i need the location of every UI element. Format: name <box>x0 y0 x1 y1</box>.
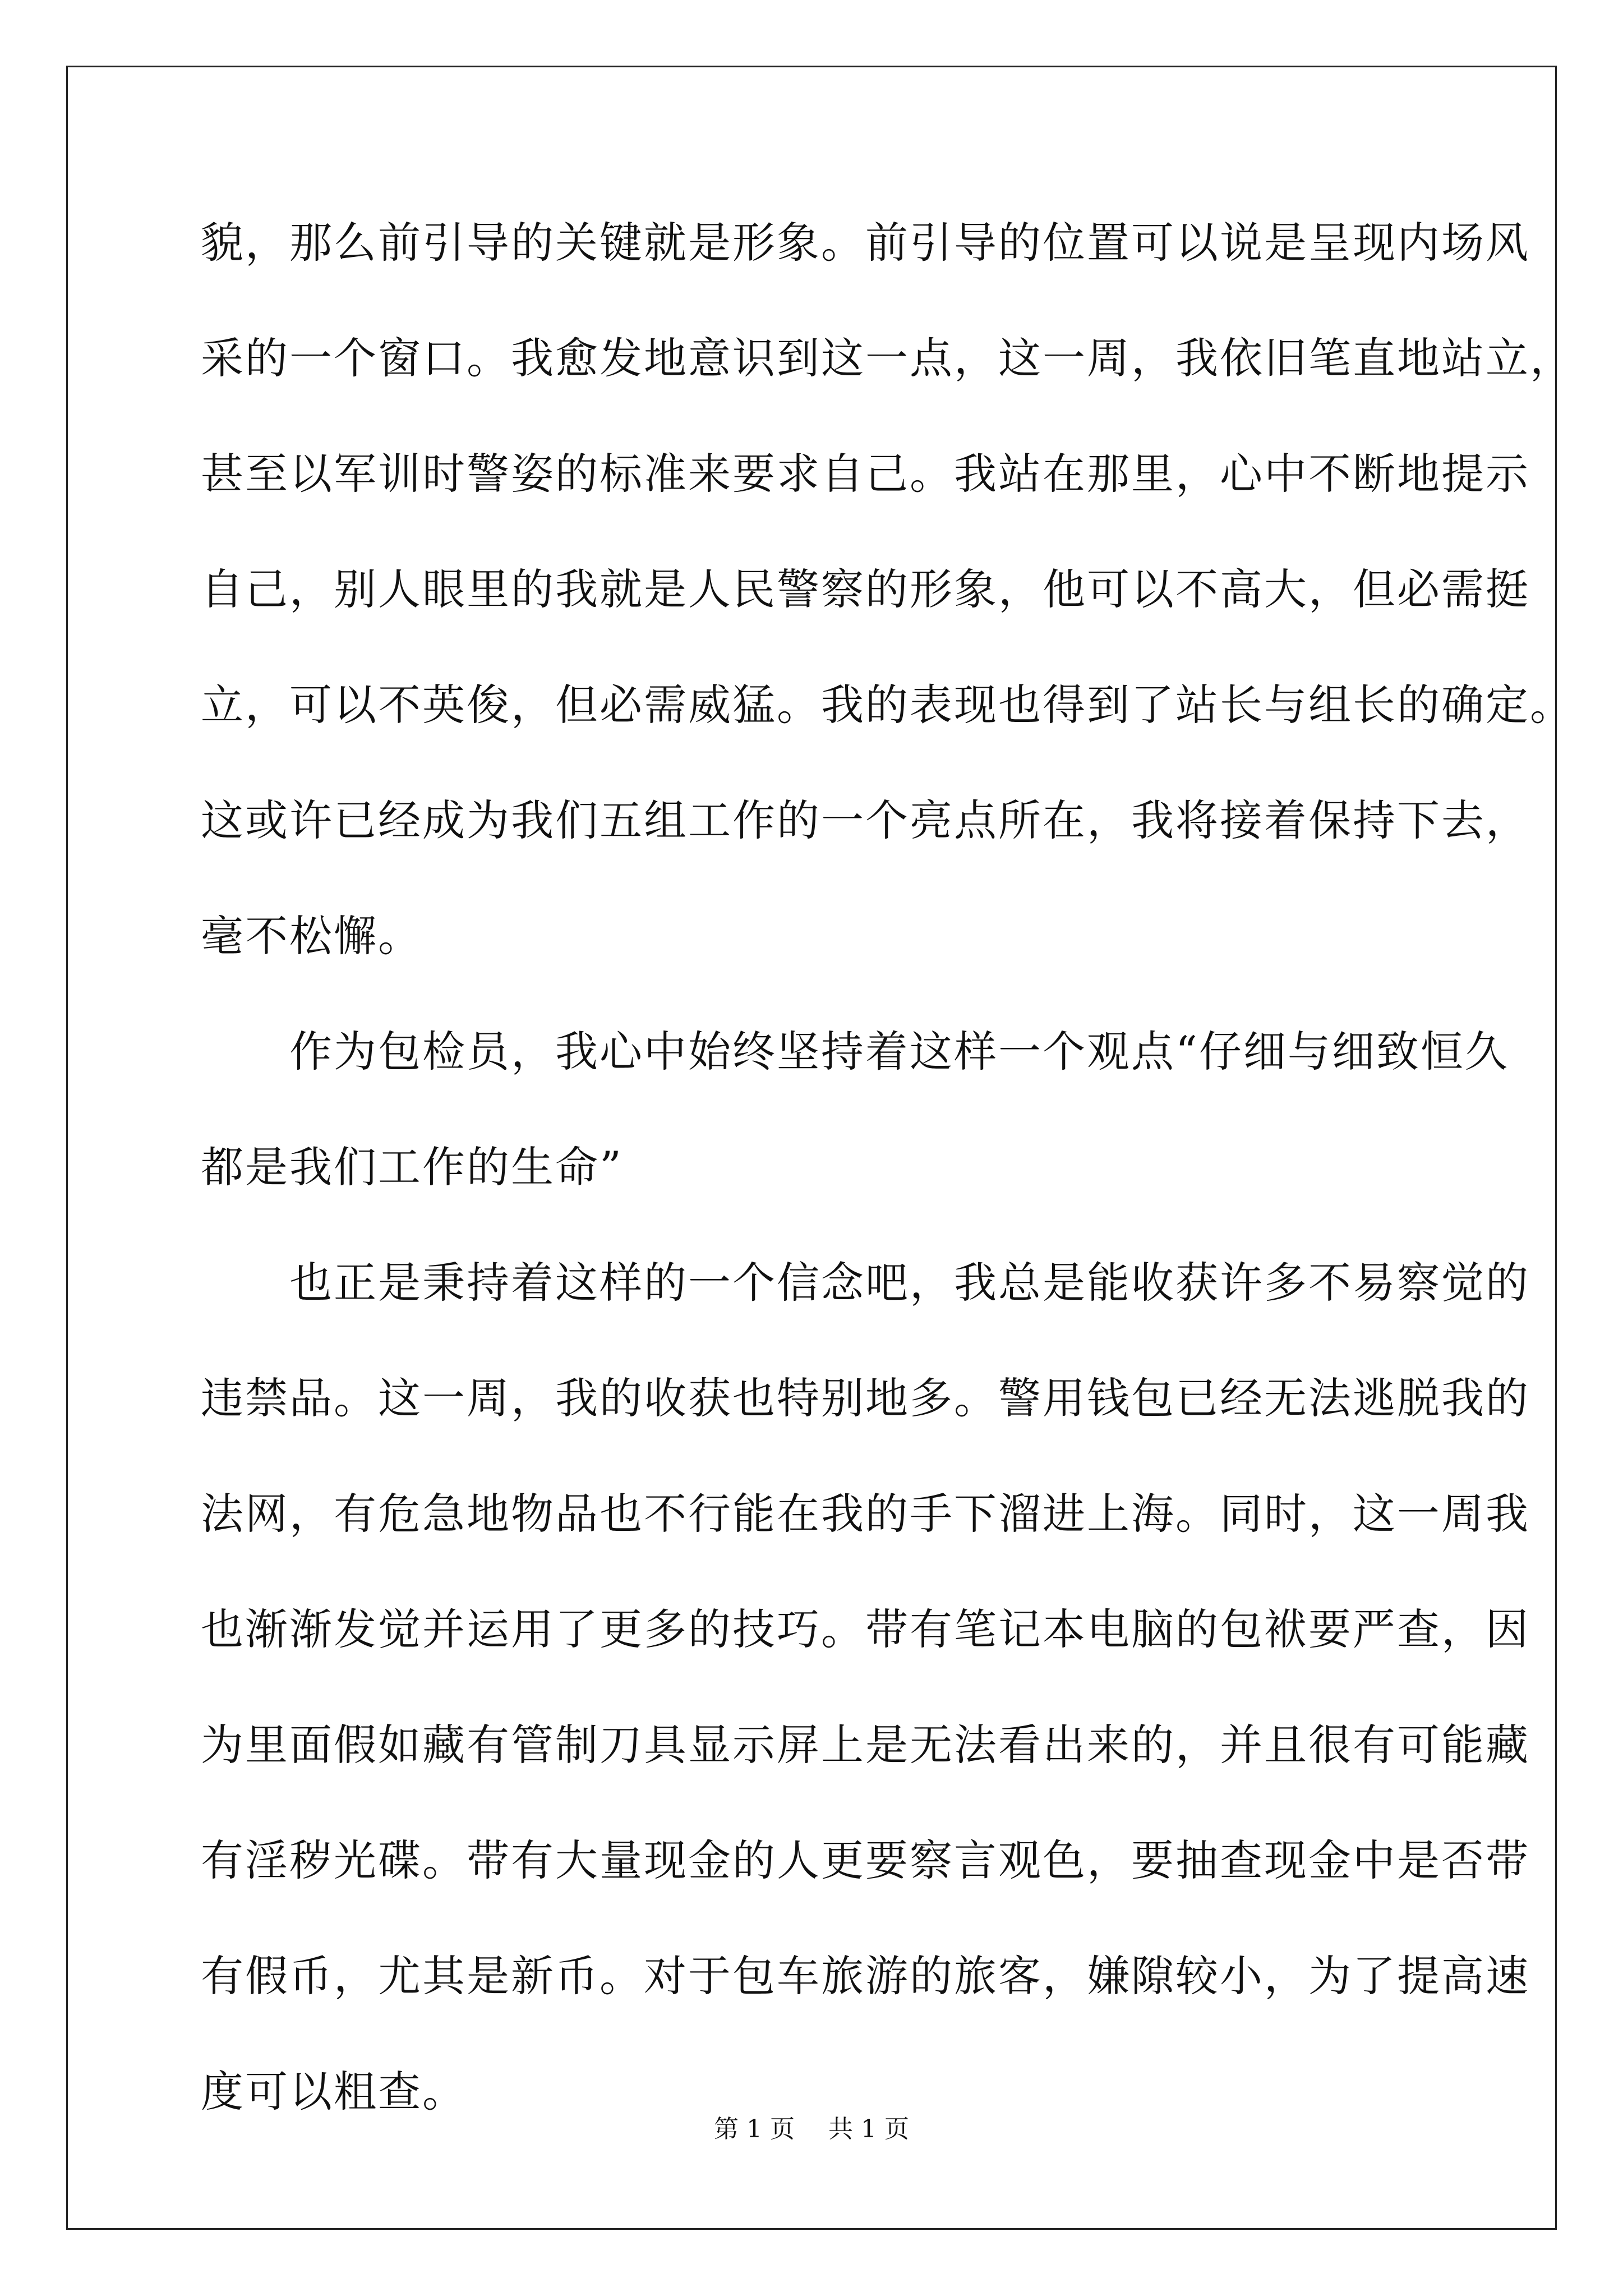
text-line: 采的一个窗口。我愈发地意识到这一点，这一周，我依旧笔直地站立， <box>201 333 1574 383</box>
text-line: 貌，那么前引导的关键就是形象。前引导的位置可以说是呈现内场风 <box>201 218 1530 268</box>
page-total: 共 1 页 <box>828 2115 909 2143</box>
page-footer <box>0 2113 1623 2146</box>
text-line: 甚至以军训时警姿的标准来要求自己。我站在那里，心中不断地提示 <box>201 449 1530 499</box>
text-line: 也渐渐发觉并运用了更多的技巧。带有笔记本电脑的包袱要严查，因 <box>201 1604 1530 1654</box>
text-line: 这或许已经成为我们五组工作的一个亮点所在，我将接着保持下去， <box>201 795 1530 845</box>
text-line: 都是我们工作的生命” <box>201 1142 623 1192</box>
text-line: 度可以粗查。 <box>201 2067 467 2116</box>
text-line: 法网，有危急地物品也不行能在我的手下溜进上海。同时，这一周我 <box>201 1489 1530 1539</box>
text-line: 作为包检员，我心中始终坚持着这样一个观点“仔细与细致恒久 <box>201 1027 1509 1076</box>
text-line: 有假币，尤其是新币。对于包车旅游的旅客，嫌隙较小，为了提高速 <box>201 1951 1530 2001</box>
text-line: 有淫秽光碟。带有大量现金的人更要察言观色，要抽查现金中是否带 <box>201 1835 1530 1885</box>
text-line: 为里面假如藏有管制刀具显示屏上是无法看出来的，并且很有可能藏 <box>201 1720 1530 1770</box>
text-line: 也正是秉持着这样的一个信念吧，我总是能收获许多不易察觉的 <box>201 1258 1530 1308</box>
text-line: 毫不松懈。 <box>201 911 422 961</box>
page-number: 第 1 页 <box>714 2115 795 2143</box>
text-line: 自己，别人眼里的我就是人民警察的形象，他可以不高大，但必需挺 <box>201 564 1530 614</box>
text-line: 违禁品。这一周，我的收获也特别地多。警用钱包已经无法逃脱我的 <box>201 1373 1530 1423</box>
text-line: 立，可以不英俊，但必需威猛。我的表现也得到了站长与组长的确定。 <box>201 680 1574 730</box>
